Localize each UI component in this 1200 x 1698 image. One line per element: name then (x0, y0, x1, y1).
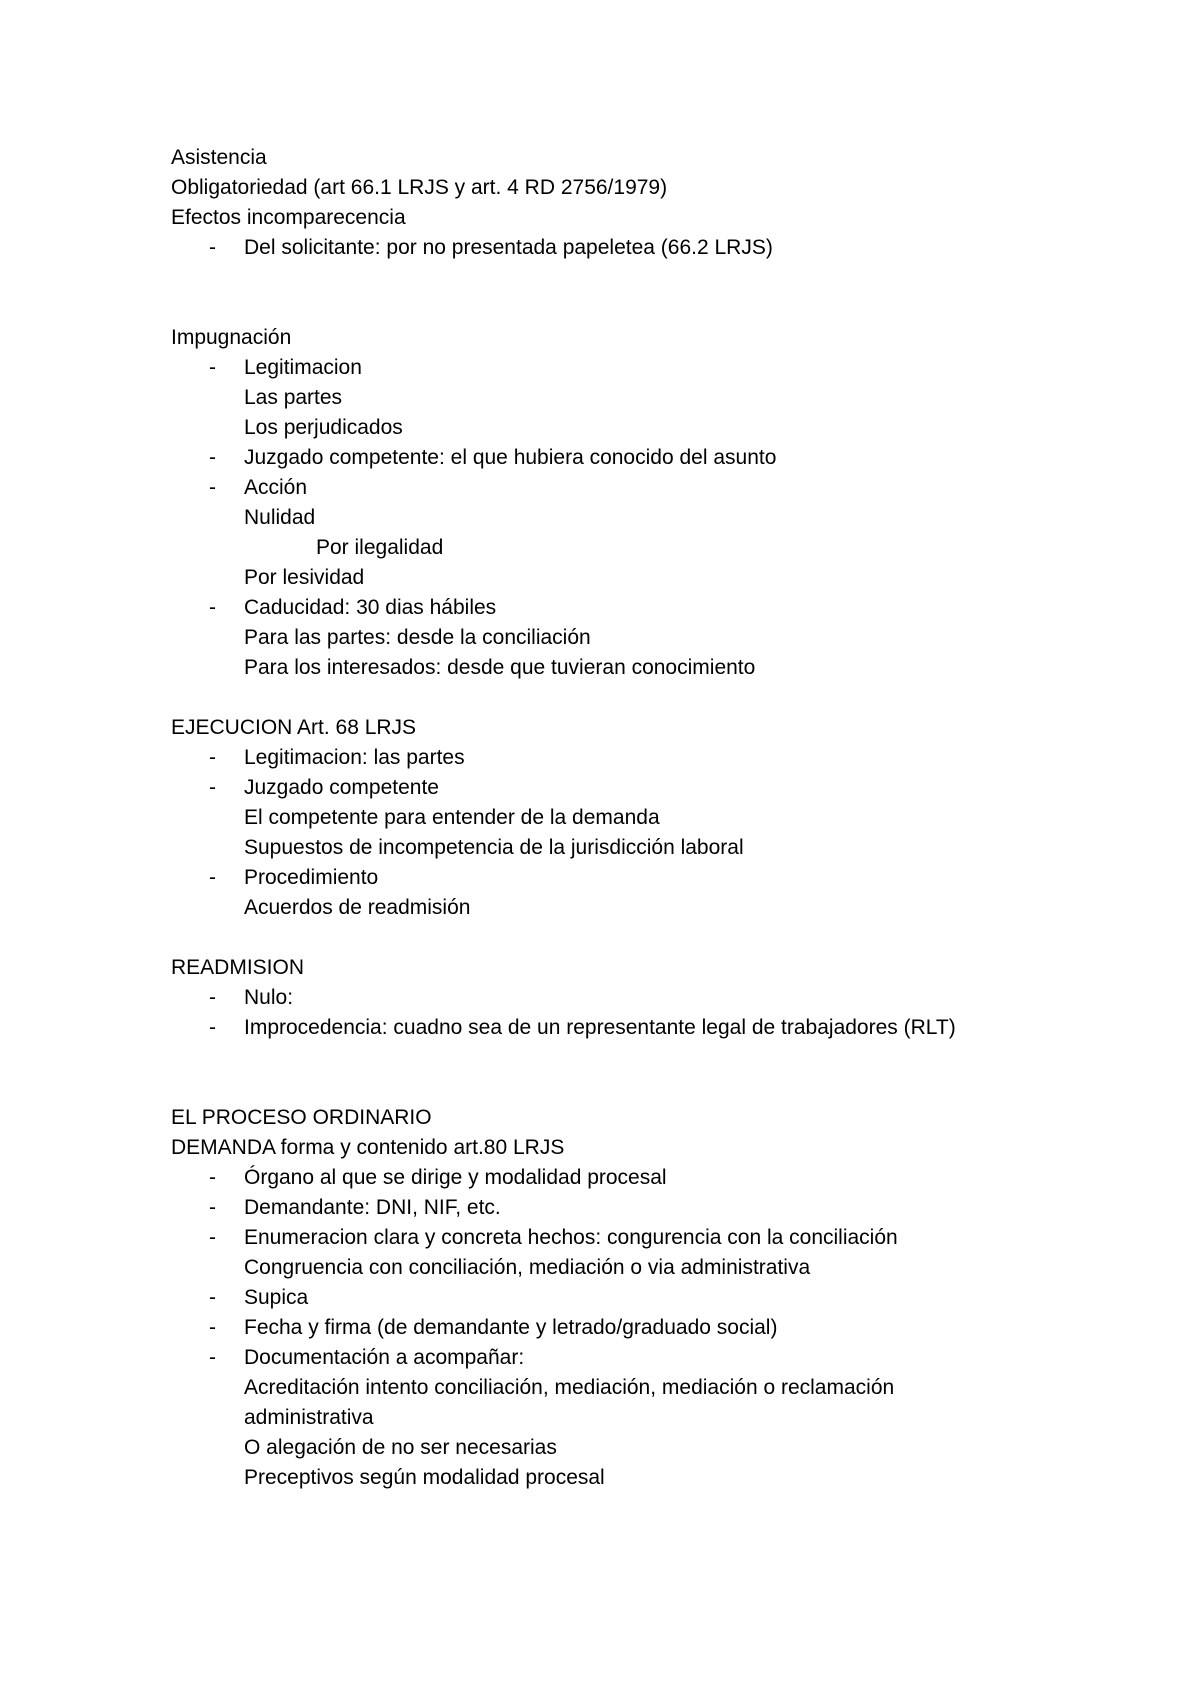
text-line: Preceptivos según modalidad procesal (244, 1466, 605, 1489)
list-bullet: - (209, 476, 216, 499)
text-line: Efectos incomparecencia (171, 206, 406, 229)
heading-proceso-ordinario: EL PROCESO ORDINARIO (171, 1106, 432, 1129)
text-line: Acreditación intento conciliación, mediación, mediación o reclamación (244, 1376, 895, 1399)
list-item: Nulo: (244, 986, 294, 1009)
list-bullet: - (209, 1226, 216, 1249)
heading-readmision: READMISION (171, 956, 305, 979)
list-bullet: - (209, 446, 216, 469)
heading-impugnacion: Impugnación (171, 326, 292, 349)
text-line: Los perjudicados (244, 416, 403, 439)
text-line: Acuerdos de readmisión (244, 896, 471, 919)
list-item: Enumeracion clara y concreta hechos: congurencia con la conciliación (244, 1226, 898, 1249)
list-bullet: - (209, 1196, 216, 1219)
text-line: Nulidad (244, 506, 316, 529)
text-line: Las partes (244, 386, 343, 409)
list-bullet: - (209, 746, 216, 769)
list-bullet: - (209, 1346, 216, 1369)
text-line: Obligatoriedad (art 66.1 LRJS y art. 4 RD 2756/1979) (171, 176, 668, 199)
list-item: Fecha y firma (de demandante y letrado/graduado social) (244, 1316, 778, 1339)
list-item: Del solicitante: por no presentada papeletea (66.2 LRJS) (244, 236, 773, 259)
list-bullet: - (209, 1016, 216, 1039)
list-bullet: - (209, 986, 216, 1009)
list-bullet: - (209, 1316, 216, 1339)
text-line: administrativa (244, 1406, 374, 1429)
text-line: Supuestos de incompetencia de la jurisdicción laboral (244, 836, 744, 859)
list-bullet: - (209, 1286, 216, 1309)
list-item: Documentación a acompañar: (244, 1346, 525, 1369)
text-line: El competente para entender de la demanda (244, 806, 660, 829)
list-item: Juzgado competente: el que hubiera conocido del asunto (244, 446, 777, 469)
list-item: Procedimiento (244, 866, 379, 889)
list-item: Improcedencia: cuadno sea de un representante legal de trabajadores (RLT) (244, 1016, 956, 1039)
text-line: Congruencia con conciliación, mediación o via administrativa (244, 1256, 811, 1279)
heading-ejecucion: EJECUCION Art. 68 LRJS (171, 716, 417, 739)
text-line: O alegación de no ser necesarias (244, 1436, 557, 1459)
text-line: Por lesividad (244, 566, 365, 589)
list-bullet: - (209, 866, 216, 889)
list-bullet: - (209, 596, 216, 619)
text-line: DEMANDA forma y contenido art.80 LRJS (171, 1136, 565, 1159)
list-bullet: - (209, 236, 216, 259)
heading-asistencia: Asistencia (171, 146, 267, 169)
list-item: Supica (244, 1286, 309, 1309)
text-line: Por ilegalidad (316, 536, 444, 559)
text-line: Para las partes: desde la conciliación (244, 626, 591, 649)
list-item: Demandante: DNI, NIF, etc. (244, 1196, 501, 1219)
list-item: Legitimacion: las partes (244, 746, 465, 769)
list-item: Legitimacion (244, 356, 362, 379)
text-line: Para los interesados: desde que tuvieran conocimiento (244, 656, 756, 679)
list-item: Órgano al que se dirige y modalidad procesal (244, 1166, 667, 1189)
list-bullet: - (209, 776, 216, 799)
list-item: Juzgado competente (244, 776, 439, 799)
list-item: Acción (244, 476, 308, 499)
list-item: Caducidad: 30 dias hábiles (244, 596, 497, 619)
list-bullet: - (209, 1166, 216, 1189)
list-bullet: - (209, 356, 216, 379)
